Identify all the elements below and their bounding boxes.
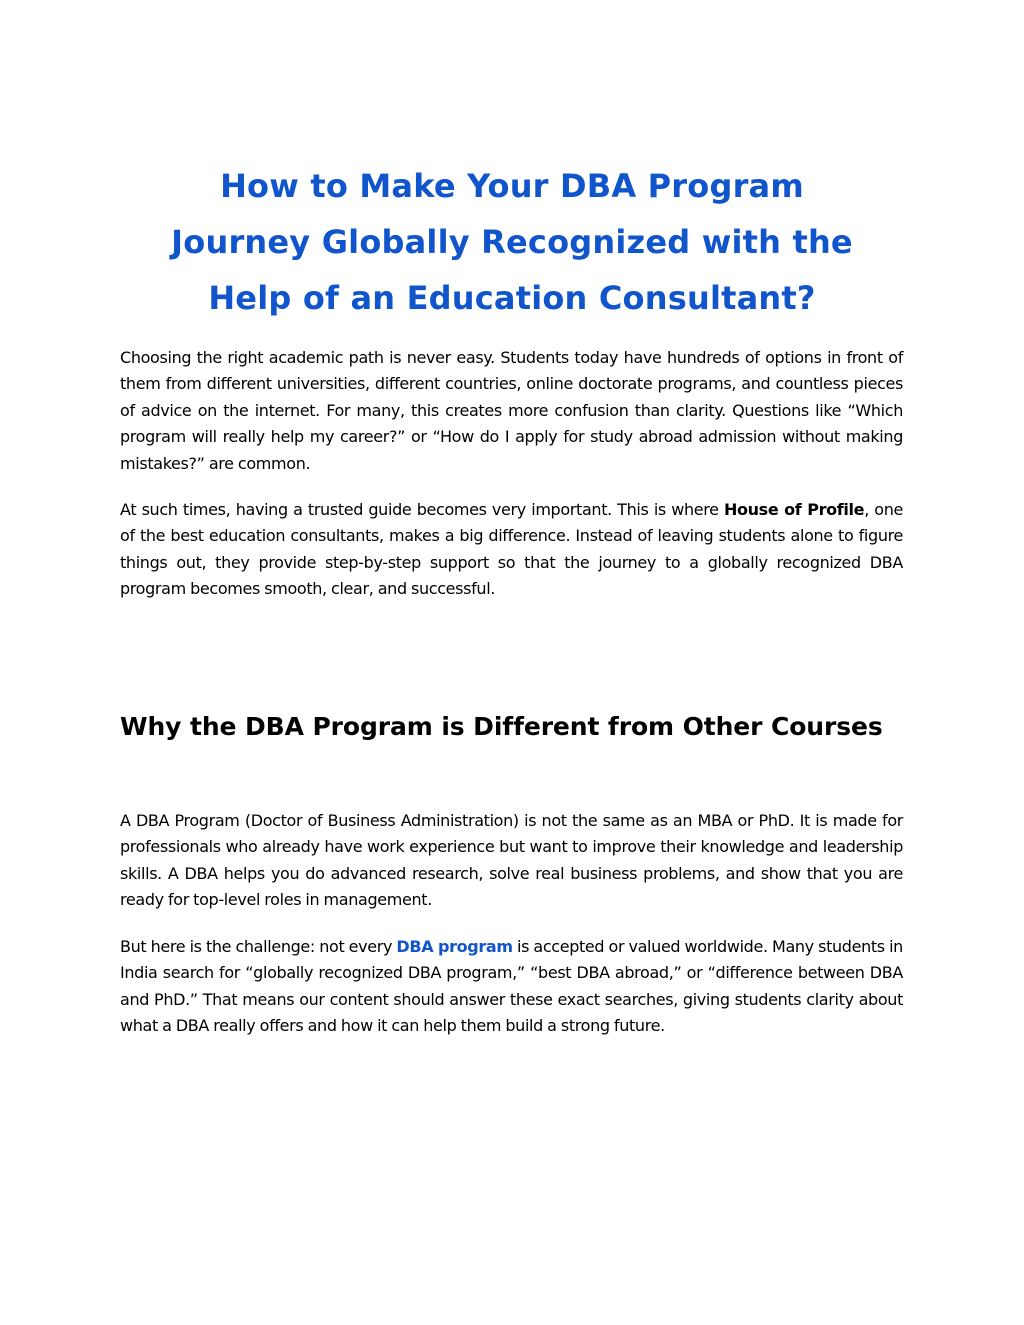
house-of-profile-bold: House of Profile <box>723 500 865 519</box>
dba-program-link[interactable]: DBA program <box>396 937 513 956</box>
guide-paragraph <box>120 497 903 603</box>
title-line-3: Help of an Education Consultant? <box>208 279 816 317</box>
document-title <box>120 158 904 326</box>
section-heading: Why the DBA Program is Different from Other Courses <box>120 712 883 741</box>
challenge-paragraph-text-before: But here is the challenge: not every <box>120 937 397 956</box>
guide-paragraph-text-after: , one of the best education consultants, makes a big difference. Instead of leaving students alone to figure things out, they provide step-by-step support so that the journey to a globally recognized DBA program becomes smooth, clear, and successful. <box>120 500 903 599</box>
guide-paragraph-text-before: At such times, having a trusted guide becomes very important. This is where <box>120 500 724 519</box>
title-line-2: Journey Globally Recognized with the <box>171 223 853 261</box>
challenge-paragraph <box>120 934 903 1040</box>
challenge-paragraph-text-after: is accepted or valued worldwide. Many students in India search for “globally recognized DBA program,” “best DBA abroad,” or “difference between DBA and PhD.” That means our content should answer these exact searches, giving students clarity about what a DBA really offers and how it can help them build a strong future. <box>120 937 903 1036</box>
title-line-1: How to Make Your DBA Program <box>220 167 804 205</box>
dba-definition-paragraph: A DBA Program (Doctor of Business Administration) is not the same as an MBA or PhD. It is made for professionals who already have work experience but want to improve their knowledge and leadership skills. A DBA helps you do advanced research, solve real business problems, and show that you are ready for top-level roles in management. <box>120 811 903 910</box>
intro-paragraph: Choosing the right academic path is never easy. Students today have hundreds of options in front of them from different universities, different countries, online doctorate programs, and countless pieces of advice on the internet. For many, this creates more confusion than clarity. Questions like “Which program will really help my career?” or “How do I apply for study abroad admission without making mistakes?” are common. <box>120 348 903 473</box>
